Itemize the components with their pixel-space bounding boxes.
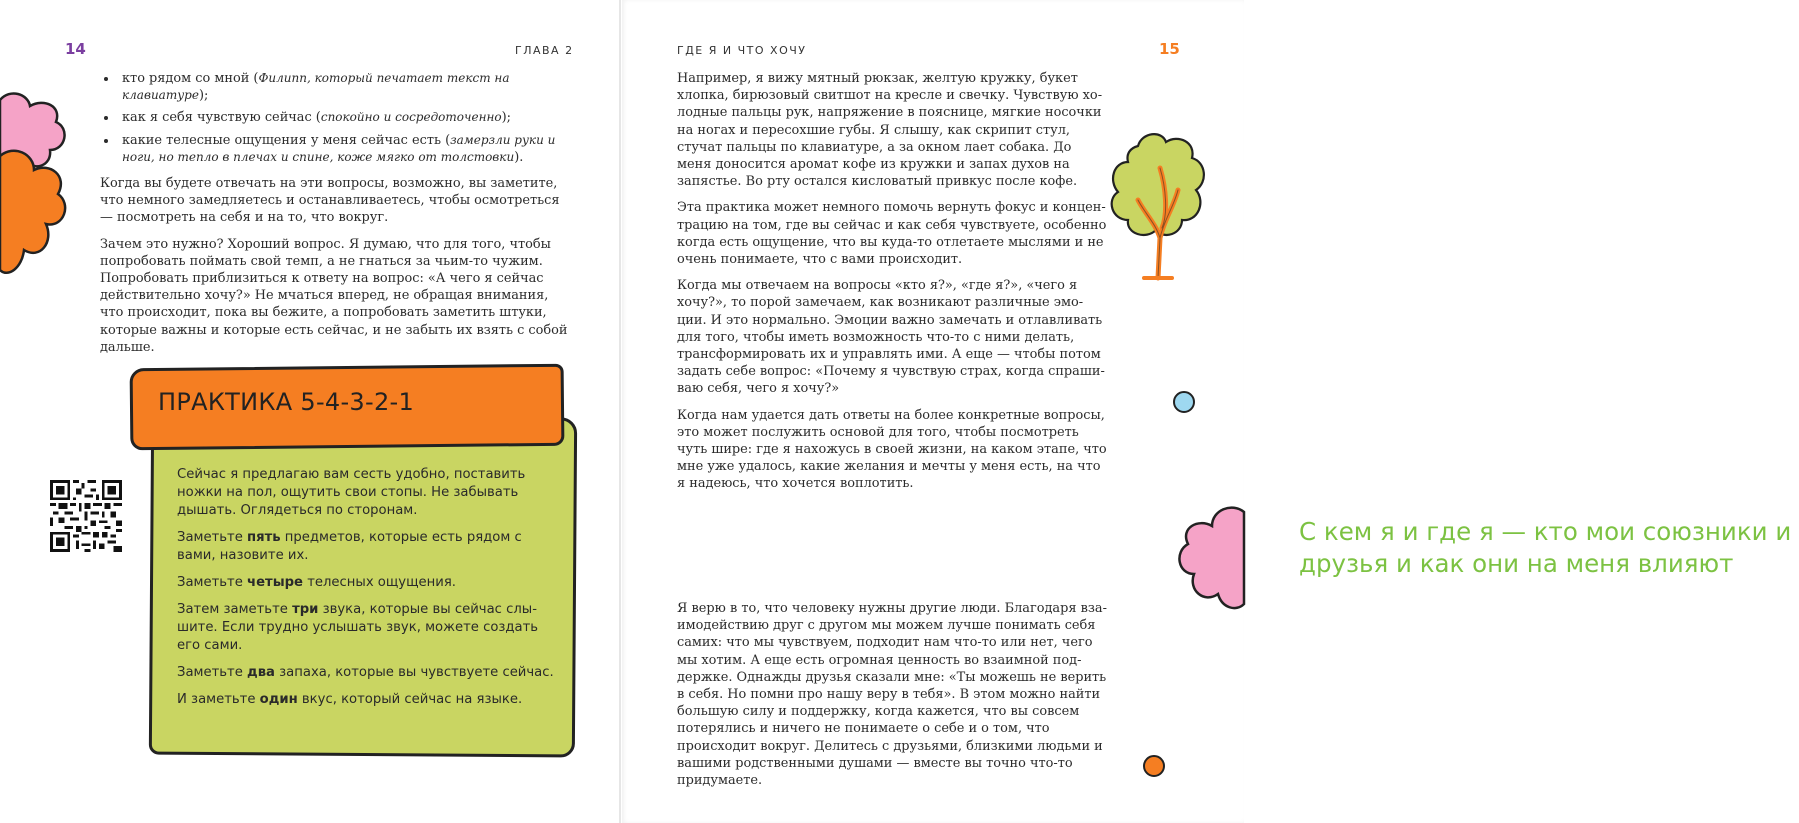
running-head: ГДЕ Я И ЧТО ХОЧУ <box>677 44 807 57</box>
right-page <box>622 0 1792 823</box>
right-body-text <box>677 70 1107 502</box>
paragraph: Зачем это нужно? Хороший вопрос. Я думаю, что для того, чтобы попробовать поймать свой темп, а не гнаться за чьим-то чужим. Попробовать приблизиться к ответу на вопрос: «А чего я сейчас действительно хочу?» Не мчаться вперед, не обращая внимания, что происходит, пока вы бежите, а попробовать заметить штуки, которые важны и которые есть сейчас, и не забыть их взять с собой дальше. <box>100 236 568 355</box>
practice-title: ПРАКТИКА 5-4-3-2-1 <box>158 388 415 416</box>
paragraph: Я верю в то, что человеку нужны другие люди. Благодаря взаимодействию друг с другом мы можем лучше понимать себя самих: что мы чувствуем, подходит нам что-то или нет, чего мы хотим. А еще есть огромная ценность во взаимной поддержке. Однажды друзья сказали мне: «Ты можешь не верить в себя. Но помни про нашу веру в тебя». В этом можно найти большую силу и поддержку, когда кажется, что вы совсем потерялись и ничего не понимаете о себе и о том, что происходит вокруг. Делитесь с друзьями, близкими людьми и вашими родственными душами — вместе вы точно что-то придумаете. <box>677 601 1107 789</box>
running-head: ГЛАВА 2 <box>515 44 574 57</box>
section-body-text <box>677 600 1107 798</box>
paragraph: Когда мы отвечаем на вопросы «кто я?», «где я?», «чего я хочу?», то порой замечаем, как возникают различные эмоции. И это нормально. Эмоции важно замечать и отлавливать для того, чтобы иметь возможность что-то с ними делать, трансформировать их и управлять ими. А еще — чтобы потом задать себе вопрос: «Почему я чувствую страх, когда спрашиваю себя, чего я хочу?» <box>677 278 1105 397</box>
tree-illustration <box>1108 128 1210 283</box>
left-page <box>0 0 622 823</box>
practice-step: И заметьте один вкус, который сейчас на языке. <box>177 692 523 707</box>
paragraph: Когда нам удается дать ответы на более конкретные вопросы, это может послужить основой для того, чтобы посмотреть чуть шире: где я нахожусь в своей жизни, на каком этапе, что мне уже удалось, какие желания и мечты у меня есть, на что я надеюсь, что хочется воплотить. <box>677 407 1107 492</box>
practice-step: Заметьте пять предметов, которые есть рядом с вами, назовите их. <box>177 530 522 563</box>
section-heading: С кем я и где я — кто мои союзники и друзья и как они на меня влияют <box>1299 517 1792 578</box>
paragraph: Когда вы будете отвечать на эти вопросы, возможно, вы заметите, что немного замедляетесь и останавливаетесь, чтобы осмотреться — посмотреть на себя и на то, что вокруг. <box>100 176 560 226</box>
practice-step: Заметьте два запаха, которые вы чувствуете сейчас. <box>177 665 554 680</box>
page-gutter <box>619 0 621 823</box>
left-body-text <box>100 70 570 365</box>
bullet-list <box>100 70 570 166</box>
practice-intro: Сейчас я предлагаю вам сесть удобно, поставить ножки на пол, ощутить свои стопы. Не забывать дышать. Оглядеться по сторонам. <box>177 467 526 518</box>
paragraph: Эта практика может немного помочь вернуть фокус и концентрацию на том, где вы сейчас и как себя чувствуете, особенно когда есть ощущение, что вы куда-то отлетаете мыслями и не очень понимаете, что с вами происходит. <box>677 200 1107 268</box>
pink-flower-decoration <box>1178 508 1244 612</box>
orange-dot-decoration <box>1142 754 1166 778</box>
list-item: • как я себя чувствую сейчас (спокойно и сосредоточенно); <box>118 109 570 126</box>
practice-step: Заметьте четыре телесных ощущения. <box>177 575 456 590</box>
list-item: • кто рядом со мной (Филипп, который печатает текст на клавиатуре); <box>118 70 570 104</box>
blue-dot-decoration <box>1172 390 1196 414</box>
qr-code-icon[interactable] <box>50 480 122 552</box>
paragraph: Например, я вижу мятный рюкзак, желтую кружку, букет хлопка, бирюзовый свитшот на кресле и свечку. Чувствую холодные пальцы рук, напряжение в пояснице, мягкие носочки на ногах и пересохшие губы. Я слышу, как скрипит стул, стучат пальцы по клавиатуре, а за окном лает собака. До меня доносится аромат кофе из кружки и запах духов на запястье. Во рту остался кисловатый привкус после кофе. <box>677 71 1103 190</box>
orange-flower-decoration <box>0 150 70 285</box>
page-number: 15 <box>1159 40 1180 58</box>
practice-step: Затем заметьте три звука, которые вы сейчас слышите. Если трудно услышать звук, можете создать его сами. <box>177 602 539 653</box>
page-number: 14 <box>65 40 86 58</box>
list-item: • какие телесные ощущения у меня сейчас есть (замерзли руки и ноги, но тепло в плечах и спине, коже мягко от толстовки). <box>118 132 570 166</box>
practice-text <box>177 466 557 718</box>
